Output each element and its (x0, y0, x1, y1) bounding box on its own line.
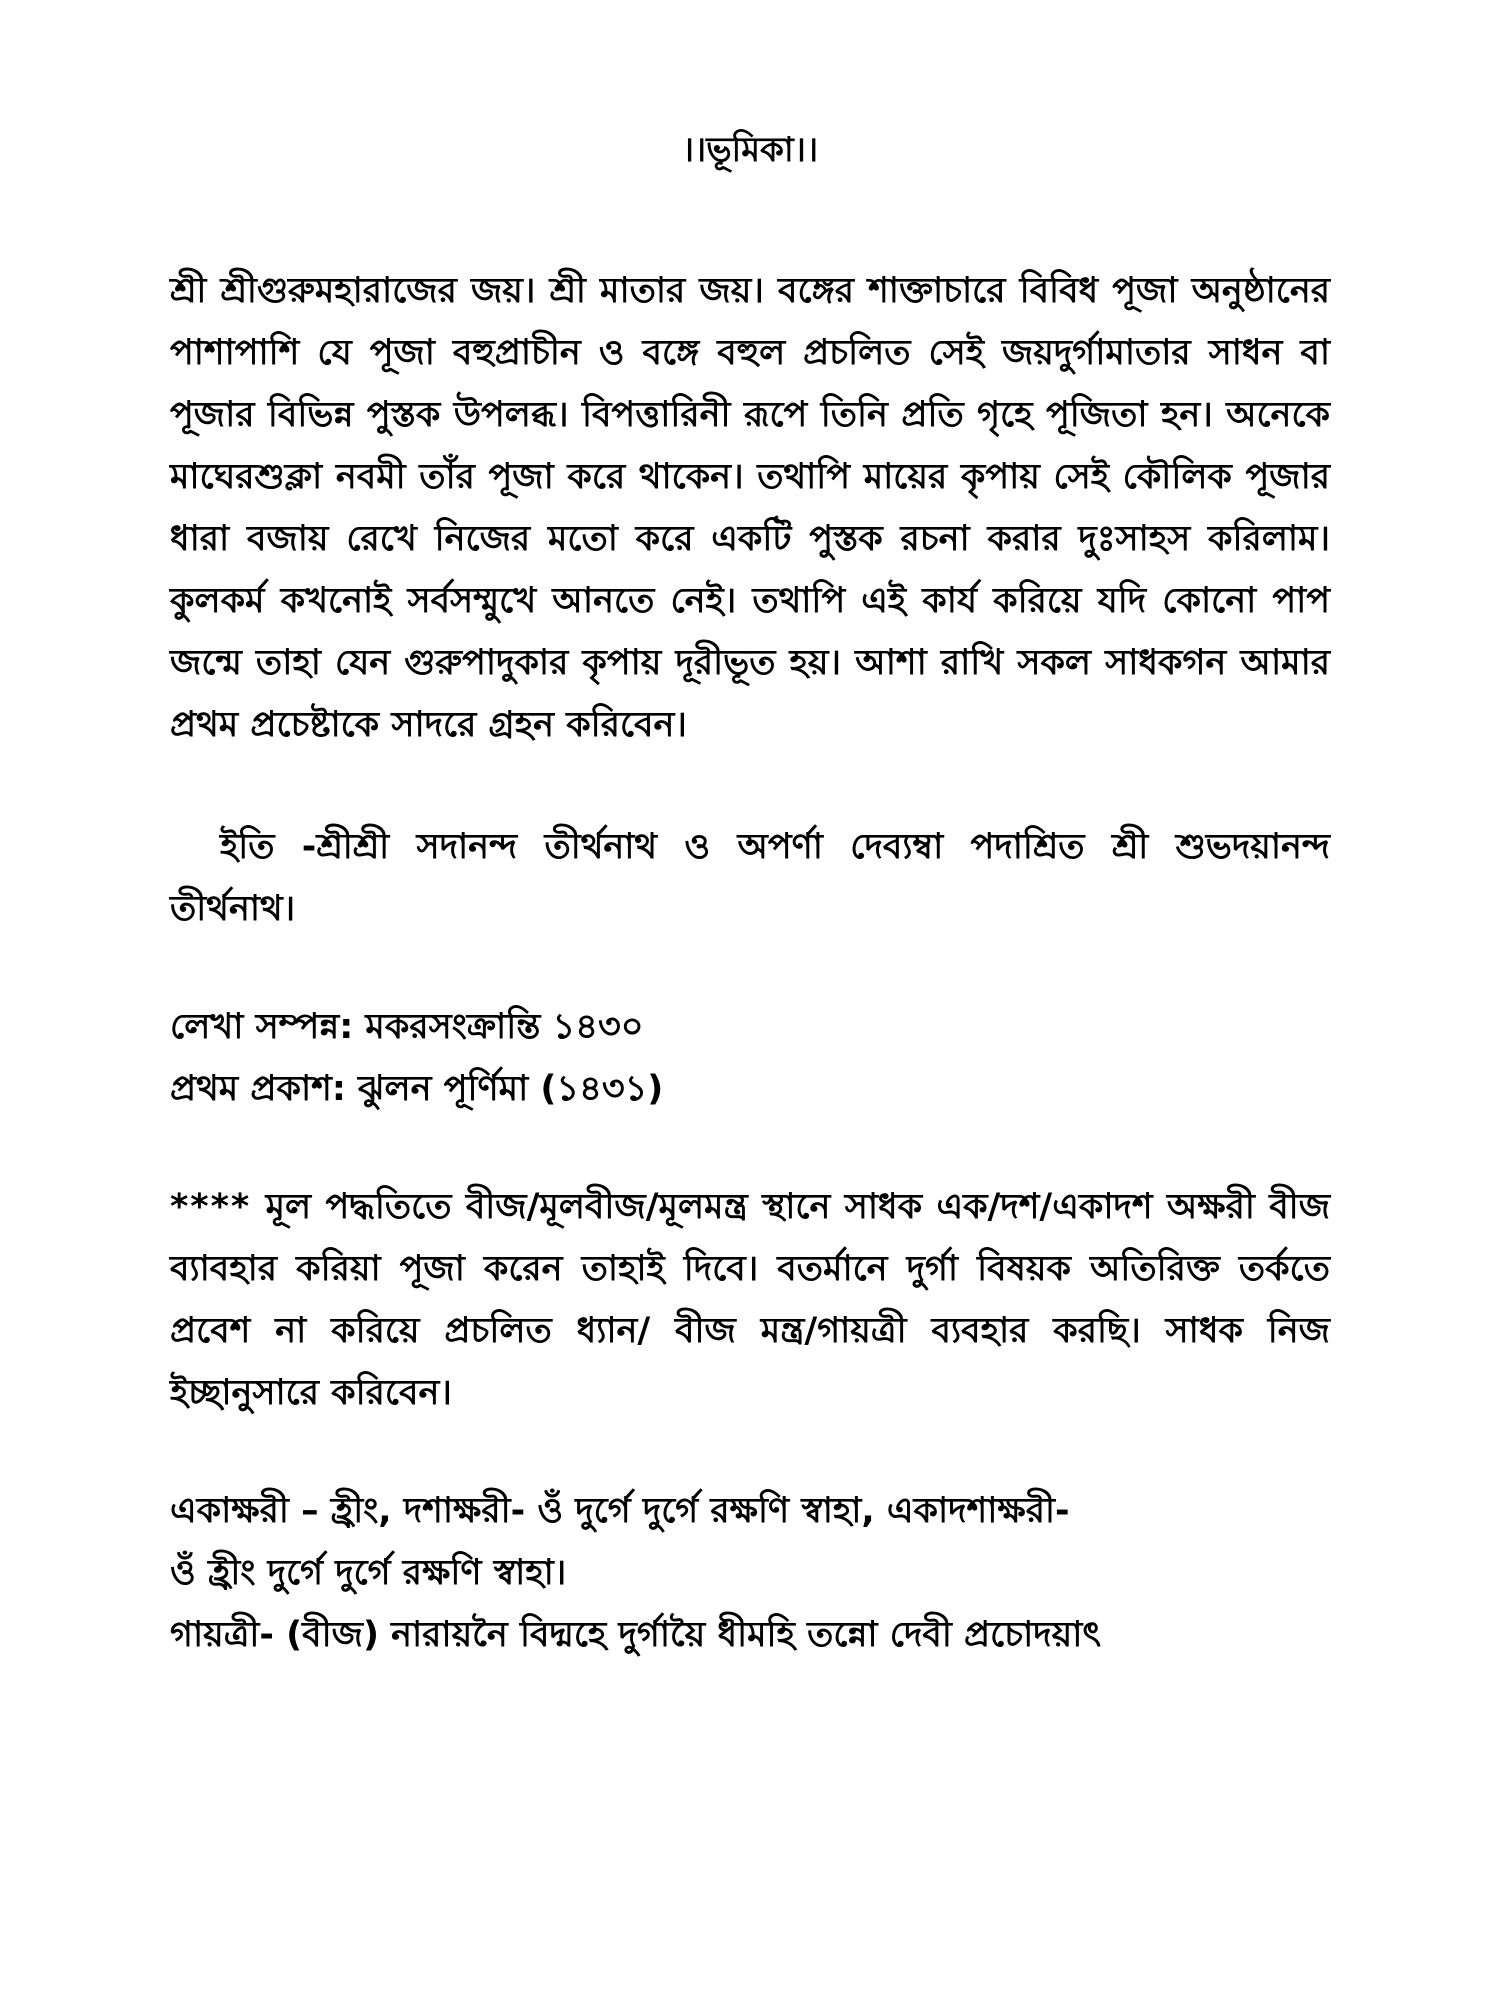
note-stars: **** (170, 1187, 252, 1227)
spacer (170, 1120, 1330, 1176)
signature-paragraph: ইতি -শ্রীশ্রী সদানন্দ তীর্থনাথ ও অপর্ণা দেব্যম্বা পদাশ্রিত শ্রী শুভদয়ানন্দ তীর্থনাথ। (170, 827, 1330, 929)
spacer (170, 1424, 1330, 1480)
published-date-line: প্রথম প্রকাশ: ঝুলন পূর্ণিমা (১৪৩১) (170, 1069, 664, 1109)
mantra-line-2: ওঁ হ্রীং দুর্গে দুর্গে রক্ষণি স্বাহা। (170, 1553, 567, 1593)
document-page (170, 120, 1330, 1980)
spacer (170, 940, 1330, 996)
note-paragraph (170, 1176, 1330, 1424)
spacer (170, 756, 1330, 816)
written-date-line: লেখা সম্পন্ন: মকরসংক্রান্তি ১৪৩০ (170, 1007, 644, 1047)
mantra-line-1: একাক্ষরী – হ্রীং, দশাক্ষরী- ওঁ দুর্গে দুর্গে রক্ষণি স্বাহা, একাদশাক্ষরী- (170, 1491, 1070, 1531)
gayatri-line: গায়ত্রী- (বীজ) নারায়নৈ বিদ্মহে দুর্গায়ৈ ধীমহি তন্নো দেবী প্রচোদয়াৎ (170, 1615, 1102, 1655)
intro-paragraph: শ্রী শ্রীগুরুমহারাজের জয়। শ্রী মাতার জয়। বঙ্গের শাক্তাচারে বিবিধ পূজা অনুষ্ঠানের পাশাপাশি যে পূজা বহুপ্রাচীন ও বঙ্গে বহুল প্রচলিত সেই জয়দুর্গামাতার সাধন বা পূজার বিভিন্ন পুস্তক উপলব্ধ। বিপত্তারিনী রূপে তিনি প্রতি গৃহে পূজিতা হন। অনেকে মাঘেরশুক্লা নবমী তাঁর পূজা করে থাকেন। তথাপি মায়ের কৃপায় সেই কৌলিক পূজার ধারা বজায় রেখে নিজের মতো করে একটি পুস্তক রচনা করার দুঃসাহস করিলাম। কুলকর্ম কখনোই সর্বসম্মুখে আনতে নেই। তথাপি এই কার্য করিয়ে যদি কোনো পাপ জন্মে তাহা যেন গুরুপাদুকার কৃপায় দূরীভূত হয়। আশা রাখি সকল সাধকগন আমার প্রথম প্রচেষ্টাকে সাদরে গ্রহন করিবেন। (170, 271, 1330, 745)
note-text: মূল পদ্ধতিতে বীজ/মূলবীজ/মূলমন্ত্র স্থানে সাধক এক/দশ/একাদশ অক্ষরী বীজ ব্যাবহার করিয়া পূজা করেন তাহাই দিবে। বতর্মানে দুর্গা বিষয়ক অতিরিক্ত তর্কতে প্রবেশ না করিয়ে প্রচলিত ধ্যান/ বীজ মন্ত্র/গায়ত্রী ব্যবহার করছি। সাধক নিজ ইচ্ছানুসারে করিবেন। (170, 1187, 1331, 1413)
document-heading: ।।ভূমিকা।। (681, 130, 819, 170)
